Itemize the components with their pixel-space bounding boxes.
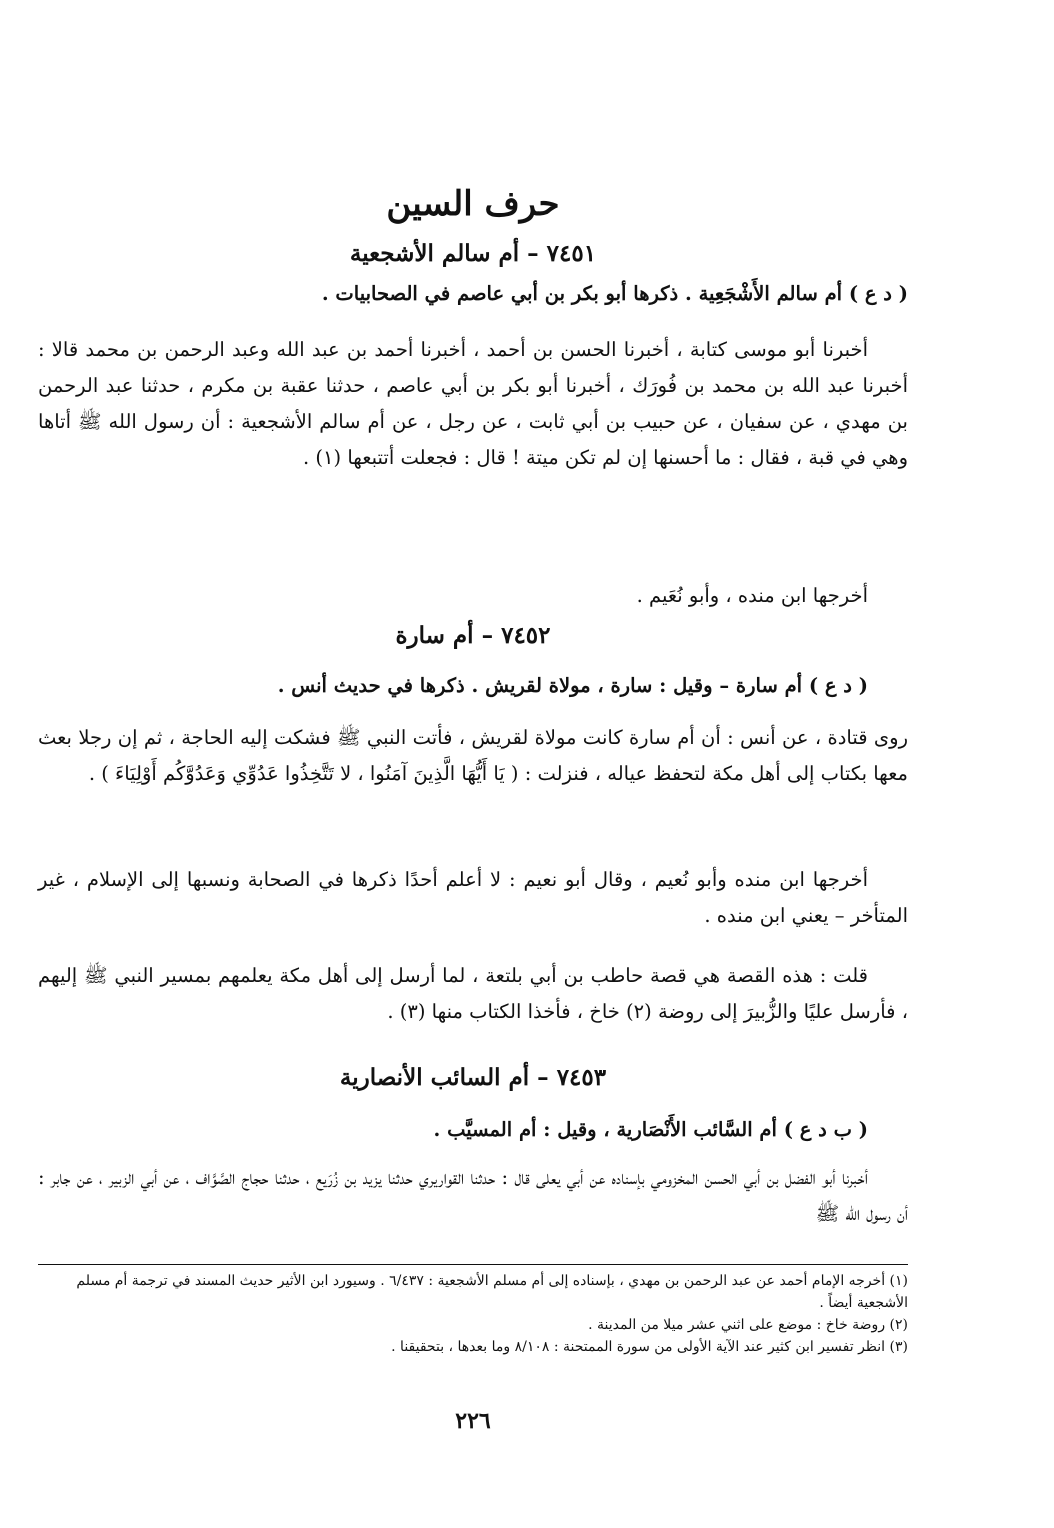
entry-name: أم سالم الأشجعية [349, 240, 520, 267]
paragraph-text: أخبرنا أبو الفضل بن أبي الحسن المخزومي بإسناده عن أبي يعلى قال : حدثنا القواريري حدثنا يزيد بن زُرَيع ، حدثنا حجاج الصَّوَّاف ، عن أبي الزبير ، عن جابر : أن رسول الله ﷺ [38, 1166, 908, 1225]
footnote-divider [38, 1264, 908, 1265]
footnote: (١) أخرجه الإمام أحمد عن عبد الرحمن بن مهدي ، بإسناده إلى أم مسلم الأشجعية : ٦/٤٣٧ . وسيورد ابن الأثير حديث المسند في ترجمة أم مسلم الأشجعية أيضاً . [76, 1273, 908, 1311]
paragraph [38, 1112, 908, 1148]
entry-name: أم سارة [395, 622, 474, 649]
paragraph-text: قلت : هذه القصة هي قصة حاطب بن أبي بلتعة ، لما أرسل إلى أهل مكة يعلمهم بمسير النبي ﷺ إليهم ، فأرسل عليًا والزُّبيرَ إلى روضة (٢) خاخ ، فأخذا الكتاب منها (٣) . [38, 964, 908, 1023]
entry-dash: – [519, 240, 539, 267]
entry-name: أم السائب الأنصارية [339, 1064, 530, 1091]
entry-number: ٧٤٥١ [546, 240, 597, 267]
paragraph [38, 1160, 908, 1232]
footnote: (٣) انظر تفسير ابن كثير عند الآية الأولى من سورة الممتحنة : ٨/١٠٨ وما بعدها ، بتحقيقنا . [391, 1339, 908, 1355]
chapter-title: حرف السين [386, 184, 560, 224]
entry-dash: – [473, 622, 494, 649]
footnote: (٢) روضة خاخ : موضع على اثني عشر ميلا من المدينة . [588, 1317, 908, 1333]
entry-number: ٧٤٥٢ [501, 622, 551, 649]
paragraph-text: ( ب د ع ) أم السَّائب الأَنْصَارية ، وقيل : أم المسيَّب . [433, 1118, 868, 1141]
page-number: ٢٢٦ [455, 1408, 491, 1434]
paragraph [38, 668, 908, 704]
paragraph-text: أخرجها ابن منده وأبو نُعيم ، وقال أبو نعيم : لا أعلم أحدًا ذكرها في الصحابة ونسبها إلى الإسلام ، غير المتأخر – يعني ابن منده . [38, 868, 908, 927]
paragraph [38, 332, 908, 476]
entry-number: ٧٤٥٣ [556, 1064, 607, 1091]
paragraph [38, 720, 908, 792]
entry-heading [38, 620, 908, 652]
paragraph-text: روى قتادة ، عن أنس : أن أم سارة كانت مولاة لقريش ، فأتت النبي ﷺ فشكت إليه الحاجة ، ثم إن رجلا بعث معها بكتاب إلى أهل مكة لتحفظ عياله ، فنزلت : ( يَا أَيُّهَا الَّذِينَ آمَنُوا ، لا تَتَّخِذُوا عَدُوِّي وَعَدُوَّكُم أَوْلِيَاءَ ) . [38, 726, 908, 785]
paragraph-text: أخبرنا أبو موسى كتابة ، أخبرنا الحسن بن أحمد ، أخبرنا أحمد بن عبد الله وعبد الرحمن بن محمد قالا : أخبرنا عبد الله بن محمد بن فُورَك ، أخبرنا أبو بكر بن أبي عاصم ، حدثنا عقبة بن مكرم ، حدثنا عبد الرحمن بن مهدي ، عن سفيان ، عن حبيب بن أبي ثابت ، عن رجل ، عن أم سالم الأشجعية : أن رسول الله ﷺ أتاها وهي في قبة ، فقال : ما أحسنها إن لم تكن ميتة ! قال : فجعلت أتتبعها (١) . [38, 338, 908, 469]
paragraph [38, 276, 908, 312]
paragraph [38, 578, 908, 614]
paragraph-text: ( د ع ) أم سالم الأَشْجَعِية . ذكرها أبو بكر بن أبي عاصم في الصحابيات . [321, 282, 908, 305]
paragraph-text: ( د ع ) أم سارة – وقيل : سارة ، مولاة لقريش . ذكرها في حديث أنس . [277, 674, 868, 697]
paragraph [38, 958, 908, 1030]
document-page [38, 0, 908, 1528]
entry-heading [38, 1062, 908, 1094]
footnotes [38, 1270, 908, 1358]
paragraph-text: أخرجها ابن منده ، وأبو نُعَيم . [636, 584, 868, 607]
entry-heading [38, 238, 908, 270]
paragraph [38, 862, 908, 934]
entry-dash: – [529, 1064, 549, 1091]
